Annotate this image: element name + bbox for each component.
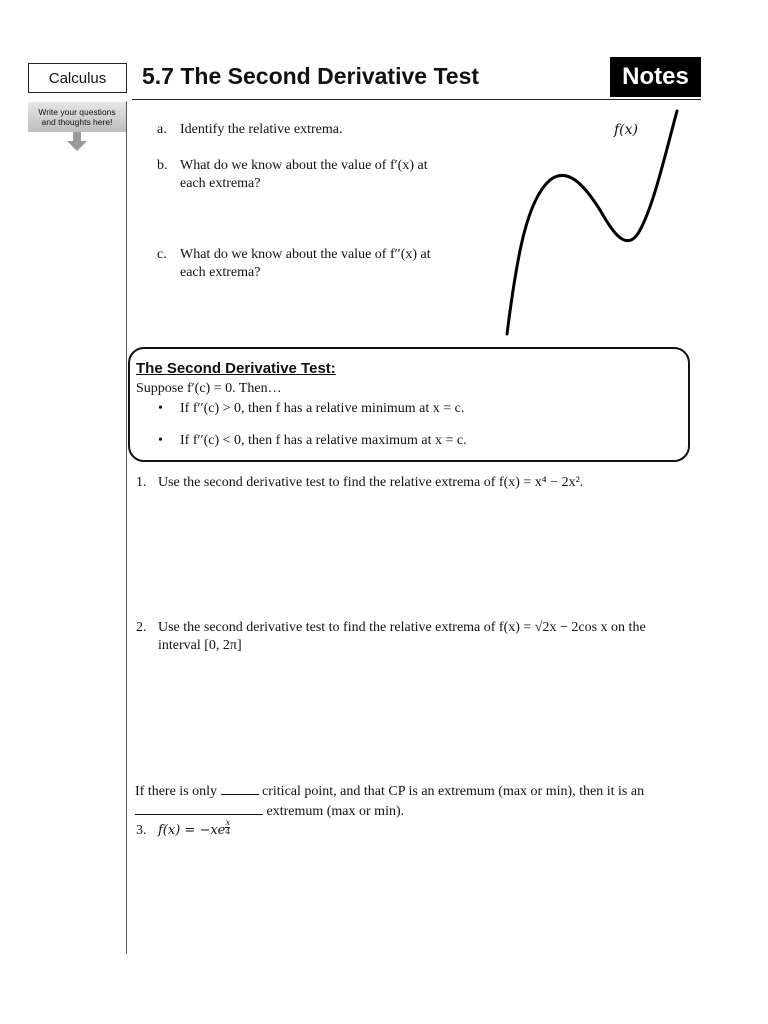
problem-1: [136, 474, 706, 494]
question-text: What do we know about the value of f′′(x) at: [180, 247, 431, 262]
question-b: [157, 157, 487, 197]
problem-2: [136, 619, 706, 659]
question-a: [157, 121, 487, 141]
problem-number: 3.: [136, 823, 147, 838]
exponent-denominator: 4: [225, 826, 231, 836]
margin-note-line-2: and thoughts here!: [41, 117, 113, 127]
bullet-dot: •: [158, 401, 163, 416]
exponent-fraction: [225, 819, 230, 836]
question-label: b.: [157, 158, 168, 173]
margin-note-tab: [28, 102, 126, 132]
margin-divider: [126, 101, 127, 954]
graph-function-label: f(x): [614, 122, 639, 138]
question-text-cont: each extrema?: [180, 176, 261, 191]
problem-text-cont: interval [0, 2π]: [158, 638, 242, 653]
bullet-dot: •: [158, 433, 163, 448]
problem-number: 1.: [136, 475, 147, 490]
problem-function: [158, 817, 231, 840]
exponent-numerator: x: [225, 817, 231, 827]
question-c: [157, 246, 487, 286]
test-title: The Second Derivative Test:: [136, 360, 336, 377]
down-arrow-icon: [66, 132, 88, 152]
question-text: What do we know about the value of f′(x) at: [180, 158, 428, 173]
fill-note-part-2: critical point, and that CP is an extremum (max or min), then it is an: [262, 784, 645, 799]
header-divider: [132, 99, 701, 100]
notes-badge: Notes: [610, 57, 701, 97]
problem-number: 2.: [136, 620, 147, 635]
fill-note-part-1: If there is only: [135, 784, 218, 799]
blank-line: [221, 781, 259, 795]
test-bullet-max: If f′′(c) < 0, then f has a relative maximum at x = c.: [180, 433, 467, 448]
problem-3: [136, 817, 336, 846]
fill-note-part-3: extremum (max or min).: [266, 804, 405, 819]
question-text: Identify the relative extrema.: [180, 122, 343, 137]
problem-text: Use the second derivative test to find the relative extrema of f(x) = √2x − 2cos x on the: [158, 620, 646, 635]
test-bullet-min: If f′′(c) > 0, then f has a relative minimum at x = c.: [180, 401, 465, 416]
cubic-curve: [507, 111, 677, 334]
margin-note-line-1: Write your questions: [38, 107, 116, 117]
question-label: c.: [157, 247, 167, 262]
problem-text: Use the second derivative test to find the relative extrema of f(x) = x⁴ − 2x².: [158, 475, 584, 490]
fill-in-note: [135, 781, 644, 821]
page-title: 5.7 The Second Derivative Test: [142, 63, 480, 89]
course-label: Calculus: [28, 63, 127, 93]
question-text-cont: each extrema?: [180, 265, 261, 280]
problem-function-base: f(x) = −xe: [158, 823, 226, 838]
cubic-curve-graph: [495, 105, 705, 345]
test-suppose: Suppose f′(c) = 0. Then…: [136, 381, 282, 396]
blank-line: [135, 801, 263, 815]
question-label: a.: [157, 122, 167, 137]
